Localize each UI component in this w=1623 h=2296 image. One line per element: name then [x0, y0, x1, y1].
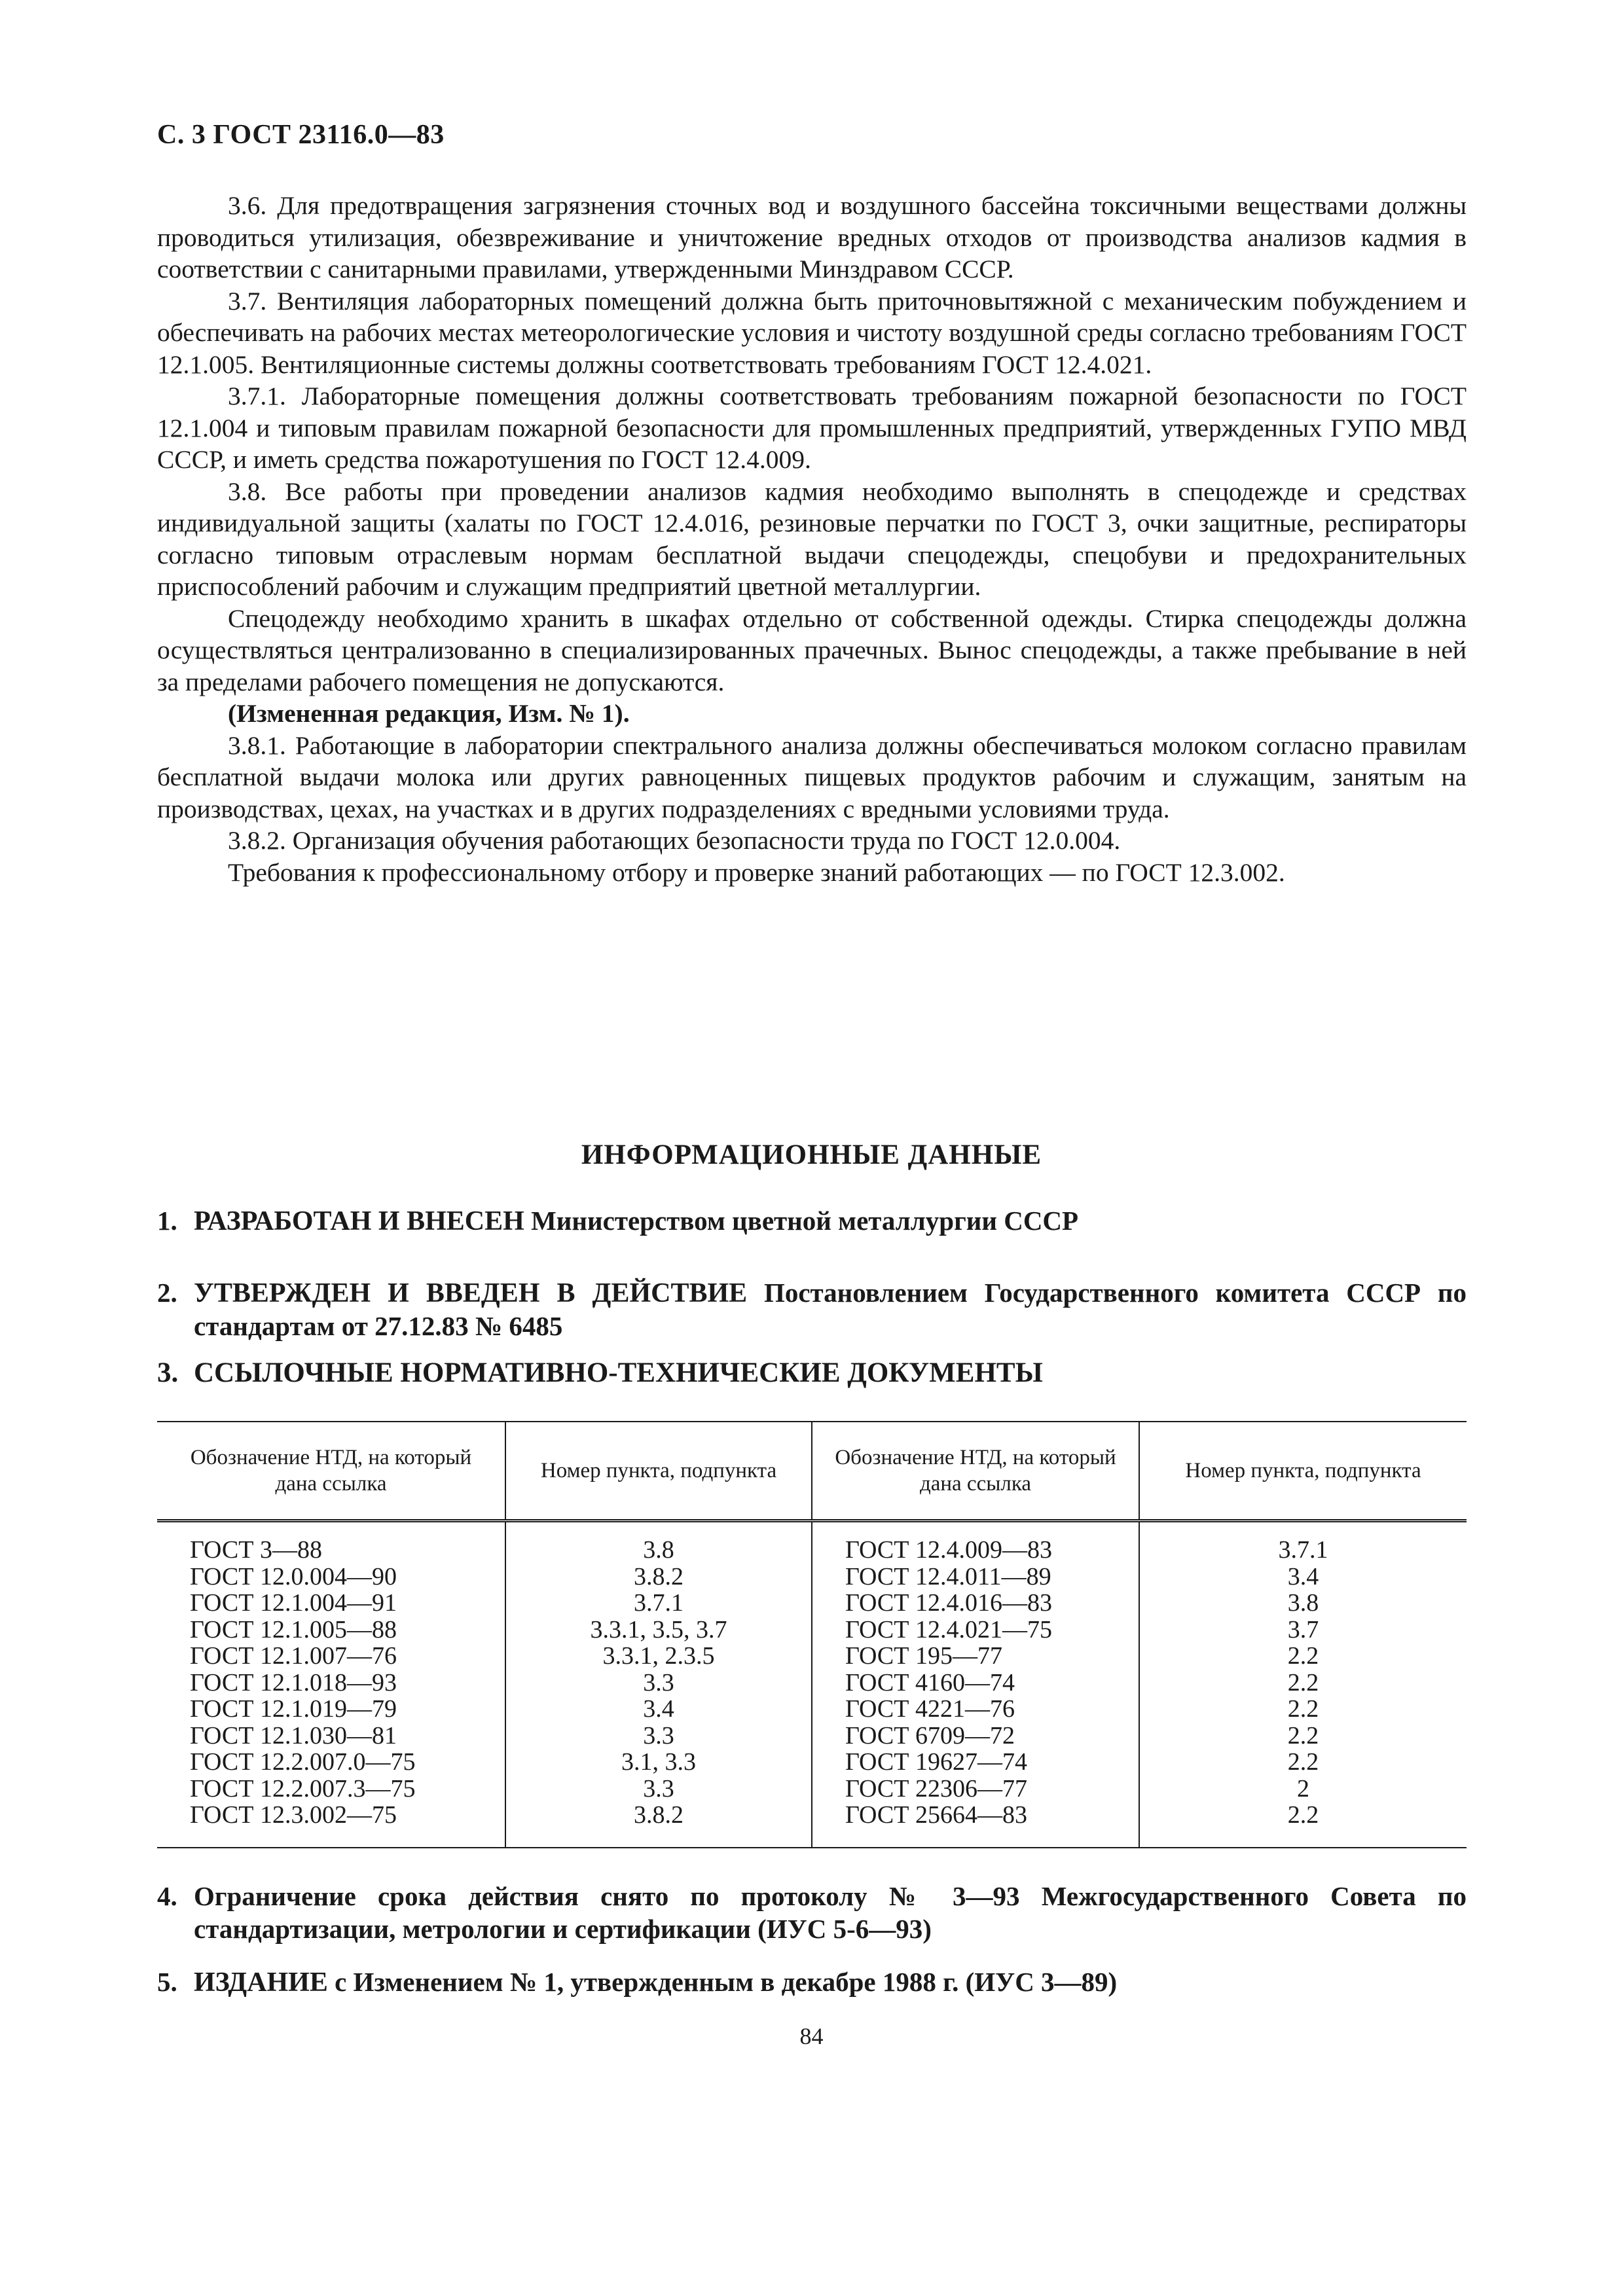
document-cell: ГОСТ 12.1.005—88	[190, 1615, 397, 1643]
clause-cell: 3.8	[1139, 1590, 1467, 1617]
document-cell: ГОСТ 12.1.019—79	[190, 1695, 397, 1723]
document-cell: ГОСТ 12.1.007—76	[190, 1642, 397, 1670]
document-cell: ГОСТ 12.3.002—75	[157, 1802, 505, 1848]
item-text: Постановлением Государственного комитета СССР по стандартам от 27.12.83 № 6485	[194, 1278, 1467, 1341]
column-header: Номер пункта, подпункта	[1139, 1422, 1467, 1521]
clause-cell: 2.2	[1139, 1723, 1467, 1749]
document-cell: ГОСТ 12.2.007.3—75	[190, 1774, 416, 1803]
clause-cell: 2.2	[1139, 1802, 1467, 1848]
clause-cell: 3.7.1	[505, 1590, 812, 1617]
clause-cell: 3.8	[505, 1521, 812, 1564]
table-header-row	[157, 1422, 1467, 1521]
info-item-edition	[157, 1965, 1467, 1999]
document-cell: ГОСТ 19627—74	[812, 1749, 1139, 1776]
info-item-approved	[157, 1276, 1467, 1342]
page-number: 84	[799, 2023, 824, 2049]
document-cell: ГОСТ 12.1.030—81	[190, 1721, 397, 1749]
paragraph: 3.6. Для предотвращения загрязнения сточных вод и воздушного бассейна токсичными веществами должны проводиться утилизация, обезвреживание и уничтожение вредных отходов от производства анализов кадмия в соответствии с санитарными правилами, утвержденными Минздравом СССР.	[157, 191, 1467, 283]
paragraph: 3.7.1. Лабораторные помещения должны соответствовать требованиям пожарной безопасности по ГОСТ 12.1.004 и типовым правилам пожарной безопасности для промышленных предприятий, утвержденных ГУПО МВД СССР, и иметь средства пожаротушения по ГОСТ 12.4.009.	[157, 382, 1467, 474]
item-number: 5.	[157, 1967, 177, 1997]
document-cell: ГОСТ 12.0.004—90	[190, 1562, 397, 1590]
table-row	[157, 1723, 1467, 1749]
clause-cell: 3.1, 3.3	[505, 1749, 812, 1776]
clause-cell: 3.3.1, 2.3.5	[505, 1643, 812, 1670]
document-cell: ГОСТ 12.4.009—83	[812, 1521, 1139, 1564]
info-item-validity	[157, 1880, 1467, 1945]
clause-cell: 3.3	[505, 1723, 812, 1749]
clause-cell: 2	[1139, 1776, 1467, 1803]
clause-cell: 3.4	[1139, 1564, 1467, 1590]
clause-cell: 3.7	[1139, 1617, 1467, 1643]
paragraph: 3.8.2. Организация обучения работающих безопасности труда по ГОСТ 12.0.004.	[228, 826, 1121, 855]
column-header: Обозначение НТД, на который дана ссылка	[157, 1422, 505, 1521]
table-row	[157, 1776, 1467, 1803]
clause-cell: 2.2	[1139, 1643, 1467, 1670]
clause-cell: 3.8.2	[505, 1802, 812, 1848]
item-lead: РАЗРАБОТАН И ВНЕСЕН	[194, 1206, 524, 1236]
clause-cell: 2.2	[1139, 1749, 1467, 1776]
clause-cell: 3.3	[505, 1670, 812, 1696]
table-row	[157, 1590, 1467, 1617]
table-row	[157, 1802, 1467, 1848]
paragraph: 3.8. Все работы при проведении анализов кадмия необходимо выполнять в спецодежде и средствах индивидуальной защиты (халаты по ГОСТ 12.4.016, резиновые перчатки по ГОСТ 3, очки защитные, респираторы согласно типовым отраслевым нормам бесплатной выдачи спецодежды, спецобуви и предохранительных приспособлений рабочим и служащим предприятий цветной металлургии.	[157, 476, 1467, 601]
table-row	[157, 1696, 1467, 1723]
item-text: Министерством цветной металлургии СССР	[524, 1206, 1079, 1236]
clause-cell: 3.8.2	[505, 1564, 812, 1590]
info-section-title: ИНФОРМАЦИОННЫЕ ДАННЫЕ	[581, 1139, 1042, 1170]
column-header: Обозначение НТД, на который дана ссылка	[812, 1422, 1139, 1521]
document-cell: ГОСТ 12.4.011—89	[812, 1564, 1139, 1590]
clause-cell: 3.4	[505, 1696, 812, 1723]
item-number: 4.	[157, 1881, 177, 1911]
document-cell: ГОСТ 12.1.004—91	[190, 1589, 397, 1617]
document-cell: ГОСТ 25664—83	[812, 1802, 1139, 1848]
table-row	[157, 1617, 1467, 1643]
document-cell: ГОСТ 3—88	[190, 1536, 322, 1564]
clause-cell: 3.3	[505, 1776, 812, 1803]
table-row	[157, 1643, 1467, 1670]
document-cell: ГОСТ 12.4.016—83	[812, 1590, 1139, 1617]
amendment-note: (Измененная редакция, Изм. № 1).	[228, 699, 630, 728]
item-lead: ИЗДАНИЕ	[194, 1967, 328, 1998]
item-number: 1.	[157, 1206, 177, 1236]
body-text	[157, 190, 1467, 888]
document-cell: ГОСТ 4221—76	[812, 1696, 1139, 1723]
document-cell: ГОСТ 12.4.021—75	[812, 1617, 1139, 1643]
table-row	[157, 1749, 1467, 1776]
paragraph: Спецодежду необходимо хранить в шкафах отдельно от собственной одежды. Стирка спецодежды должна осуществляться централизованно в специализированных прачечных. Вынос спецодежды, а также пребывание в ней за пределами рабочего помещения не допускаются.	[157, 603, 1467, 696]
info-item-references	[157, 1357, 1467, 1390]
table-row	[157, 1564, 1467, 1590]
document-cell: ГОСТ 12.2.007.0—75	[190, 1748, 416, 1776]
column-header: Номер пункта, подпункта	[505, 1422, 812, 1521]
table-row	[157, 1670, 1467, 1696]
item-text: Ограничение срока действия снято по протоколу № 3—93 Межгосударственного Совета по стандартизации, метрологии и сертификации (ИУС 5-6—93)	[194, 1881, 1467, 1944]
clause-cell: 2.2	[1139, 1670, 1467, 1696]
document-cell: ГОСТ 12.1.018—93	[190, 1668, 397, 1696]
document-cell: ГОСТ 22306—77	[812, 1776, 1139, 1803]
clause-cell: 3.3.1, 3.5, 3.7	[505, 1617, 812, 1643]
document-cell: ГОСТ 6709—72	[812, 1723, 1139, 1749]
paragraph: 3.8.1. Работающие в лаборатории спектрального анализа должны обеспечиваться молоком согласно правилам бесплатной выдачи молока или других равноценных пищевых продуктов рабочим и служащим, занятым на производствах, цехах, на участках и в других подразделениях с вредными условиями труда.	[157, 730, 1467, 823]
clause-cell: 3.7.1	[1139, 1521, 1467, 1564]
item-lead: УТВЕРЖДЕН И ВВЕДЕН В ДЕЙСТВИЕ	[194, 1278, 748, 1308]
item-text: ССЫЛОЧНЫЕ НОРМАТИВНО-ТЕХНИЧЕСКИЕ ДОКУМЕНТЫ	[194, 1357, 1043, 1388]
document-cell: ГОСТ 4160—74	[812, 1670, 1139, 1696]
paragraph: 3.7. Вентиляция лабораторных помещений должна быть приточновытяжной с механическим побуждением и обеспечивать на рабочих местах метеорологические условия и чистоту воздушной среды согласно требованиям ГОСТ 12.1.005. Вентиляционные системы должны соответствовать требованиям ГОСТ 12.4.021.	[157, 286, 1467, 379]
info-item-developed	[157, 1204, 1467, 1238]
item-number: 2.	[157, 1278, 177, 1308]
references-table	[157, 1421, 1467, 1848]
page-header: С. 3 ГОСТ 23116.0—83	[157, 120, 445, 150]
paragraph: Требования к профессиональному отбору и проверке знаний работающих — по ГОСТ 12.3.002.	[228, 857, 1285, 887]
item-number: 3.	[157, 1357, 179, 1388]
table-row	[157, 1521, 1467, 1564]
clause-cell: 2.2	[1139, 1696, 1467, 1723]
item-text: с Изменением № 1, утвержденным в декабре 1988 г. (ИУС 3—89)	[327, 1967, 1118, 1997]
document-cell: ГОСТ 195—77	[812, 1643, 1139, 1670]
